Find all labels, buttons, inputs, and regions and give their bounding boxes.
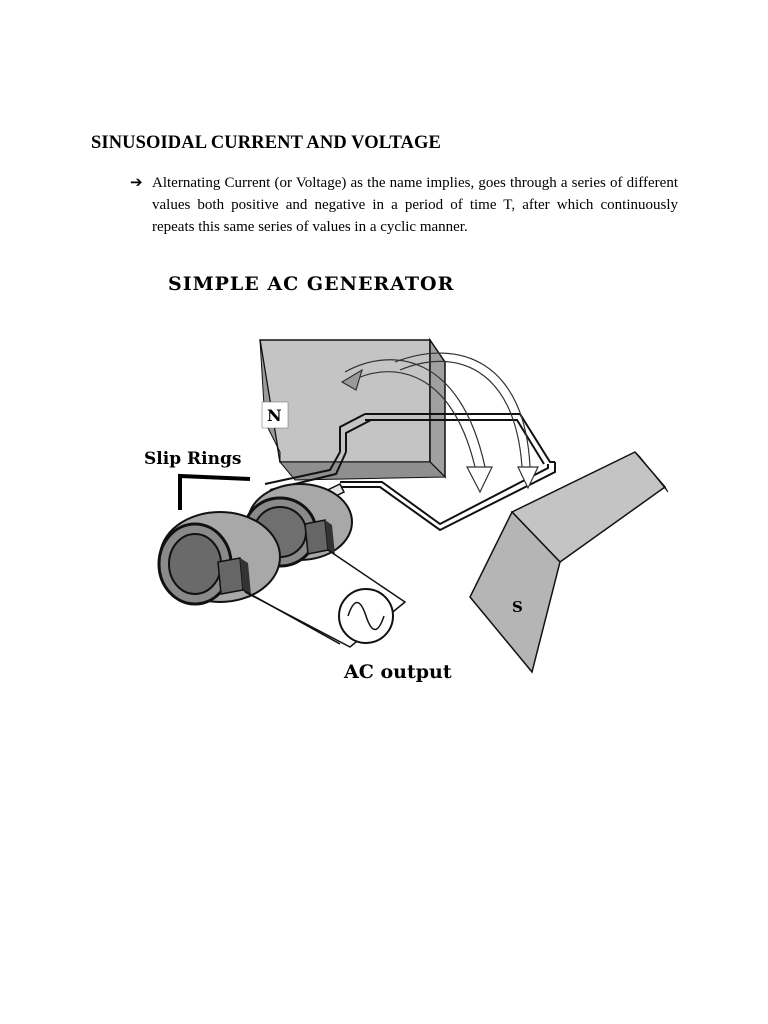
slip-ring-front bbox=[159, 512, 280, 604]
north-pole-label: N bbox=[267, 406, 282, 425]
figure-title: SIMPLE AC GENERATOR bbox=[168, 273, 455, 295]
slip-rings-pointer bbox=[180, 476, 250, 510]
south-pole-label: S bbox=[512, 598, 523, 616]
ac-generator-figure bbox=[130, 252, 690, 692]
slip-rings-label: Slip Rings bbox=[144, 449, 242, 469]
bullet-item bbox=[130, 172, 678, 238]
section-heading: SINUSOIDAL CURRENT AND VOLTAGE bbox=[91, 133, 441, 153]
brush-rear bbox=[305, 520, 335, 555]
body-paragraph: Alternating Current (or Voltage) as the name implies, goes through a series of different values both positive and negative in a period of time T, after which continuously repeats this same series of values in a cyclic manner. bbox=[152, 175, 678, 235]
ac-generator-diagram bbox=[130, 252, 690, 692]
south-magnet bbox=[470, 452, 668, 672]
ac-output-label: AC output bbox=[344, 661, 452, 683]
brush-front bbox=[218, 558, 251, 595]
right-arrow-icon: ➔ bbox=[130, 173, 143, 191]
ac-source-symbol bbox=[339, 589, 393, 643]
